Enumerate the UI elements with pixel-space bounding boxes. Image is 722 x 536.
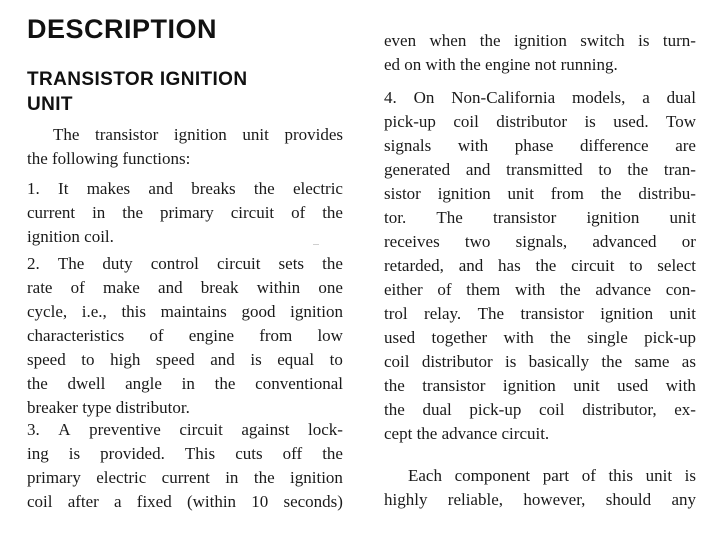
- word: coil: [27, 492, 53, 511]
- word: ignition: [513, 31, 567, 50]
- word: distributor: [421, 352, 493, 371]
- text-line: [384, 350, 696, 374]
- word: maintains: [160, 302, 227, 321]
- word: cuts: [235, 444, 263, 463]
- word: angle: [125, 374, 162, 393]
- word: receives: [384, 232, 440, 251]
- word: any: [671, 490, 696, 509]
- text-line: [384, 326, 696, 350]
- word: i.e.,: [81, 302, 107, 321]
- word: two: [464, 232, 491, 251]
- word: high: [110, 350, 141, 369]
- word: and: [158, 278, 183, 297]
- word: duty: [102, 254, 133, 273]
- word: Non-California: [451, 88, 556, 107]
- word: pick-up: [384, 112, 436, 131]
- text-line: [27, 177, 343, 201]
- word: a: [642, 88, 650, 107]
- word: the: [479, 31, 501, 50]
- word: of: [70, 278, 85, 297]
- word: speed: [155, 350, 195, 369]
- section-heading-line-2: UNIT: [27, 94, 73, 115]
- text-line: [27, 201, 343, 225]
- word: advanced: [592, 232, 657, 251]
- word: ignition: [290, 302, 343, 321]
- word: either: [384, 280, 423, 299]
- word: to: [629, 256, 643, 275]
- word: them: [466, 280, 501, 299]
- text-line: [384, 86, 696, 110]
- word: retarded,: [384, 256, 444, 275]
- word: ignition: [600, 304, 654, 323]
- word: ignition: [586, 208, 640, 227]
- word: in: [225, 468, 239, 487]
- word: with: [503, 328, 534, 347]
- word: part: [542, 466, 570, 485]
- word: select: [657, 256, 696, 275]
- word: used.: [613, 112, 649, 131]
- word: unit: [507, 184, 534, 203]
- word: This: [184, 444, 216, 463]
- word: ing: [27, 444, 49, 463]
- word: 10: [251, 492, 269, 511]
- word: of: [581, 466, 596, 485]
- word: ex-: [674, 400, 696, 419]
- word: single: [587, 328, 628, 347]
- word: together: [431, 328, 488, 347]
- word: one: [318, 278, 343, 297]
- text-line: [384, 278, 696, 302]
- word: the: [627, 160, 649, 179]
- word: A: [58, 420, 71, 439]
- word: sets: [278, 254, 305, 273]
- word: lock-: [308, 420, 343, 439]
- word: The: [477, 304, 505, 323]
- word: unit: [669, 208, 696, 227]
- word: distributor,: [582, 400, 657, 419]
- word: and: [148, 179, 173, 198]
- word: however,: [523, 490, 586, 509]
- word: within: [256, 278, 301, 297]
- word: 4.: [384, 88, 397, 107]
- text-line: [27, 490, 343, 514]
- word: good: [241, 302, 276, 321]
- word: the: [322, 444, 343, 463]
- word: after: [67, 492, 99, 511]
- word: the: [322, 203, 343, 222]
- word: the: [601, 352, 623, 371]
- text-line: [384, 374, 696, 398]
- word: sistor: [384, 184, 421, 203]
- word: and: [465, 160, 491, 179]
- word: same: [634, 352, 670, 371]
- word: circuit: [179, 420, 223, 439]
- word: transistor: [95, 125, 159, 144]
- text-line: [384, 158, 696, 182]
- word: 1.: [27, 179, 40, 198]
- word: a: [114, 492, 122, 511]
- word: speed: [27, 350, 66, 369]
- word: current: [27, 203, 76, 222]
- word: electric: [292, 179, 343, 198]
- word: of: [291, 203, 306, 222]
- word: dual: [666, 88, 696, 107]
- word: transmitted: [506, 160, 583, 179]
- word: turn-: [662, 31, 696, 50]
- text-line: [384, 182, 696, 206]
- word: the: [600, 184, 622, 203]
- word: current: [161, 468, 210, 487]
- text-line: [384, 110, 696, 134]
- word: provided.: [100, 444, 165, 463]
- word: the: [27, 374, 48, 393]
- word: makes: [86, 179, 131, 198]
- text-line: [27, 252, 343, 276]
- text-line: [384, 302, 696, 326]
- word: off: [282, 444, 303, 463]
- text-line: [384, 398, 696, 422]
- word: circuit: [217, 254, 261, 273]
- word: The: [436, 208, 463, 227]
- word: pick-up: [644, 328, 696, 347]
- word: the: [253, 468, 275, 487]
- word: difference: [580, 136, 649, 155]
- text-line: breaker type distributor.: [27, 398, 190, 417]
- page-heading: DESCRIPTION: [27, 14, 218, 44]
- word: with: [514, 280, 546, 299]
- word: primary: [159, 203, 214, 222]
- word: It: [58, 179, 69, 198]
- text-line: [384, 230, 696, 254]
- word: provides: [284, 125, 343, 144]
- word: ignition: [437, 184, 491, 203]
- word: in: [181, 374, 195, 393]
- text-line: [384, 206, 696, 230]
- word: coil: [453, 112, 479, 131]
- word: fixed: [136, 492, 172, 511]
- word: signals,: [515, 232, 568, 251]
- text-line: [384, 488, 696, 512]
- word: with: [665, 376, 696, 395]
- word: highly: [384, 490, 428, 509]
- word: the: [214, 374, 236, 393]
- word: is: [684, 466, 696, 485]
- word: dwell: [67, 374, 106, 393]
- word: with: [457, 136, 489, 155]
- text-line: [27, 372, 343, 396]
- word: (within: [186, 492, 237, 511]
- word: is: [638, 31, 650, 50]
- text-line: [27, 123, 343, 147]
- word: to: [598, 160, 612, 179]
- text-line: ignition coil.: [27, 227, 114, 246]
- word: reliable,: [447, 490, 503, 509]
- word: low: [317, 326, 343, 345]
- word: is: [250, 350, 262, 369]
- text-line: [384, 134, 696, 158]
- word: transistor: [492, 208, 557, 227]
- word: engine: [188, 326, 235, 345]
- word: has: [498, 256, 521, 275]
- word: make: [103, 278, 140, 297]
- word: pick-up: [469, 400, 522, 419]
- word: breaks: [191, 179, 236, 198]
- word: electric: [96, 468, 147, 487]
- word: primary: [27, 468, 81, 487]
- word: or: [681, 232, 696, 251]
- word: transistor: [422, 376, 486, 395]
- text-line: [27, 442, 343, 466]
- word: unit: [645, 466, 673, 485]
- word: and: [458, 256, 484, 275]
- word: con-: [665, 280, 696, 299]
- word: used: [617, 376, 649, 395]
- text-line: [27, 348, 343, 372]
- text-line: [384, 254, 696, 278]
- word: distribu-: [638, 184, 696, 203]
- word: this: [608, 466, 634, 485]
- word: generated: [384, 160, 451, 179]
- word: relay.: [424, 304, 462, 323]
- word: the: [384, 376, 405, 395]
- word: tran-: [663, 160, 696, 179]
- word: basically: [528, 352, 590, 371]
- word: control: [150, 254, 199, 273]
- text-line: [27, 418, 343, 442]
- text-line: the following functions:: [27, 149, 191, 168]
- word: even: [384, 31, 417, 50]
- word: coil: [539, 400, 565, 419]
- word: unit: [242, 125, 269, 144]
- word: advance: [595, 280, 652, 299]
- word: tor.: [384, 208, 407, 227]
- word: the: [559, 280, 581, 299]
- text-line: [384, 29, 696, 53]
- word: is: [68, 444, 81, 463]
- word: is: [505, 352, 517, 371]
- text-line: [27, 324, 343, 348]
- word: models,: [572, 88, 626, 107]
- word: the: [122, 203, 144, 222]
- text-line: ed on with the engine not running.: [384, 55, 618, 74]
- scan-speck: [313, 244, 319, 245]
- word: On: [413, 88, 435, 107]
- word: Each: [408, 466, 442, 485]
- section-heading: [27, 67, 247, 117]
- word: from: [259, 326, 293, 345]
- word: of: [149, 326, 164, 345]
- word: characteristics: [27, 326, 125, 345]
- word: is: [584, 112, 596, 131]
- word: this: [121, 302, 147, 321]
- word: coil: [384, 352, 410, 371]
- word: circuit: [571, 256, 615, 275]
- word: preventive: [89, 420, 161, 439]
- word: the: [253, 179, 275, 198]
- word: cycle,: [27, 302, 68, 321]
- word: against: [241, 420, 290, 439]
- word: the: [322, 254, 343, 273]
- word: the: [550, 328, 571, 347]
- word: break: [200, 278, 239, 297]
- word: in: [92, 203, 106, 222]
- word: trol: [384, 304, 408, 323]
- word: The: [57, 254, 85, 273]
- word: should: [605, 490, 652, 509]
- word: the: [535, 256, 557, 275]
- text-line: [27, 300, 343, 324]
- word: unit: [669, 304, 696, 323]
- word: circuit: [230, 203, 275, 222]
- word: equal: [277, 350, 315, 369]
- word: transistor: [520, 304, 584, 323]
- word: distributor: [496, 112, 568, 131]
- text-line: [384, 464, 696, 488]
- word: used: [384, 328, 416, 347]
- word: Tow: [666, 112, 696, 131]
- text-line: cept the advance circuit.: [384, 424, 550, 443]
- word: conventional: [255, 374, 343, 393]
- word: The: [53, 125, 80, 144]
- section-heading-line-1: TRANSISTOR IGNITION: [27, 69, 248, 90]
- word: from: [550, 184, 584, 203]
- word: ignition: [173, 125, 227, 144]
- word: seconds): [283, 492, 343, 511]
- word: when: [429, 31, 467, 50]
- word: rate: [27, 278, 53, 297]
- word: switch: [580, 31, 625, 50]
- word: to: [81, 350, 95, 369]
- word: 3.: [27, 420, 40, 439]
- word: signals: [384, 136, 432, 155]
- text-line: [27, 276, 343, 300]
- word: are: [675, 136, 696, 155]
- word: to: [329, 350, 343, 369]
- word: ignition: [290, 468, 343, 487]
- word: unit: [573, 376, 600, 395]
- word: the: [384, 400, 405, 419]
- word: phase: [514, 136, 554, 155]
- text-line: [27, 466, 343, 490]
- word: and: [210, 350, 235, 369]
- word: ignition: [502, 376, 556, 395]
- word: component: [454, 466, 531, 485]
- word: 2.: [27, 254, 40, 273]
- word: as: [681, 352, 696, 371]
- word: of: [437, 280, 452, 299]
- word: dual: [422, 400, 452, 419]
